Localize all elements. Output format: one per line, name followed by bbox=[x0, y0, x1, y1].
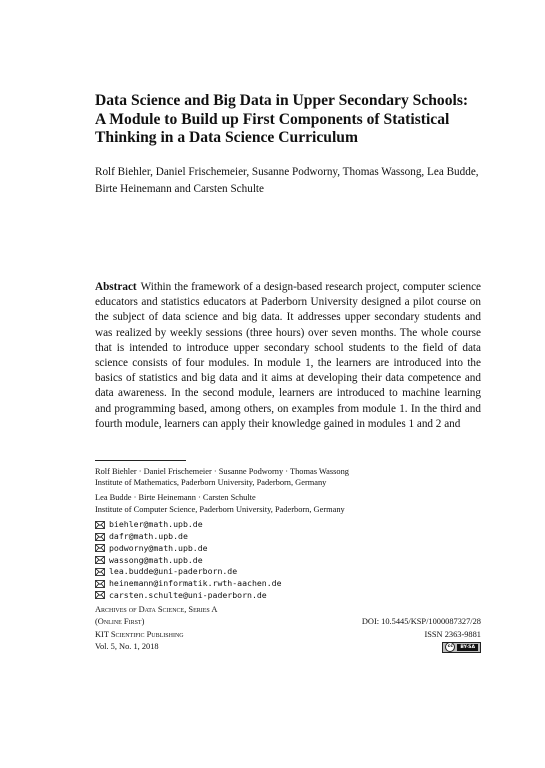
abstract-label: Abstract bbox=[95, 281, 137, 293]
doi[interactable]: DOI: 10.5445/KSP/1000087327/28 bbox=[361, 617, 481, 627]
footnote-rule bbox=[95, 460, 186, 461]
envelope-icon bbox=[95, 556, 105, 564]
issn: ISSN 2363-9881 bbox=[424, 629, 481, 639]
email-link[interactable]: carsten.schulte@uni-paderborn.de bbox=[109, 589, 267, 600]
email-item bbox=[95, 519, 481, 531]
affiliation-institution: Institute of Computer Science, Paderborn University, Paderborn, Germany bbox=[95, 504, 345, 514]
journal-row bbox=[95, 616, 481, 628]
email-link[interactable]: biehler@math.upb.de bbox=[109, 519, 203, 530]
envelope-icon bbox=[95, 521, 105, 529]
envelope-icon bbox=[95, 544, 105, 552]
cc-icon: cc bbox=[445, 642, 455, 652]
journal-row bbox=[95, 641, 481, 653]
affiliation-names: Rolf Biehler · Daniel Frischemeier · Susanne Podworny · Thomas Wassong bbox=[95, 467, 349, 476]
email-link[interactable]: dafr@math.upb.de bbox=[109, 530, 188, 541]
journal-info bbox=[95, 604, 481, 653]
author-list: Rolf Biehler, Daniel Frischemeier, Susanne Podworny, Thomas Wassong, Lea Budde, Birte Heinemann and Carsten Schulte bbox=[95, 166, 479, 195]
affiliation-names: Lea Budde · Birte Heinemann · Carsten Schulte bbox=[95, 493, 256, 503]
abstract-text: Within the framework of a design-based research project, computer science educators and statistics educators at Paderborn University designed a pilot course on the subject of data science and big data. It addresses upper secondary students and was realized by weekly sessions (three hours) over seven months. The whole course that is intended to introduce upper secondary school students to the field of data science consists of four modules. In module 1, the learners are introduced into the basics of statistics and big data and it aims at developing their data competence and data awareness. In the second module, learners are introduced to machine learning and programming based, among others, on examples from module 1. In the third and fourth module, learners can apply their knowledge gained in modules 1 and 2 and bbox=[95, 281, 481, 430]
email-item bbox=[95, 566, 481, 578]
envelope-icon bbox=[95, 580, 105, 588]
cc-license-badge[interactable] bbox=[442, 642, 481, 653]
journal-series: Archives of Data Science, Series A bbox=[95, 605, 218, 614]
email-item bbox=[95, 554, 481, 566]
affiliation-cs bbox=[95, 492, 481, 514]
abstract bbox=[95, 280, 481, 432]
journal-row bbox=[95, 629, 481, 641]
envelope-icon bbox=[95, 591, 105, 599]
email-list bbox=[95, 519, 481, 602]
journal-online-first: (Online First) bbox=[95, 617, 145, 627]
envelope-icon bbox=[95, 533, 105, 541]
publisher: KIT Scientific Publishing bbox=[95, 629, 184, 639]
email-link[interactable]: wassong@math.upb.de bbox=[109, 554, 203, 565]
volume-info: Vol. 5, No. 1, 2018 bbox=[95, 641, 159, 651]
affiliation-math bbox=[95, 466, 481, 488]
email-item bbox=[95, 590, 481, 602]
journal-row bbox=[95, 604, 481, 616]
paper-title: Data Science and Big Data in Upper Secondary Schools: A Module to Build up First Components of Statistical Thinking in a Data Science Curriculum bbox=[95, 92, 469, 146]
email-link[interactable]: podworny@math.upb.de bbox=[109, 542, 208, 553]
email-item bbox=[95, 531, 481, 543]
email-item bbox=[95, 542, 481, 554]
email-item bbox=[95, 578, 481, 590]
affiliation-institution: Institute of Mathematics, Paderborn University, Paderborn, Germany bbox=[95, 478, 327, 488]
email-link[interactable]: lea.budde@uni-paderborn.de bbox=[109, 566, 238, 577]
email-link[interactable]: heinemann@informatik.rwth-aachen.de bbox=[109, 578, 282, 589]
footnotes bbox=[95, 466, 481, 601]
cc-license-label: BY-SA bbox=[457, 644, 478, 651]
envelope-icon bbox=[95, 568, 105, 576]
